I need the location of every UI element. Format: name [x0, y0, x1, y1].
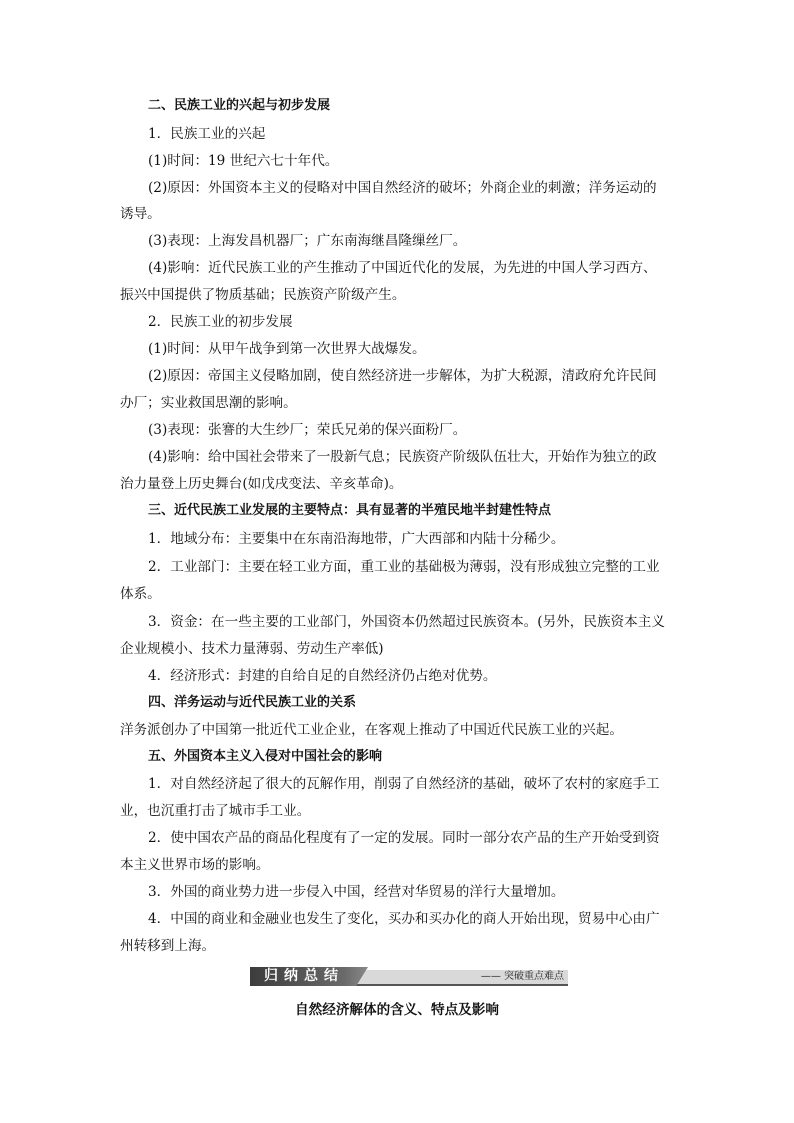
- paragraph-line: (3)表现：张謇的大生纱厂；荣氏兄弟的保兴面粉厂。: [148, 422, 467, 438]
- paragraph-line: 2．工业部门：主要在轻工业方面，重工业的基础极为薄弱，没有形成独立完整的工业: [148, 559, 660, 575]
- paragraph-line: (2)原因：外国资本主义的侵略对中国自然经济的破坏；外商企业的刺激；洋务运动的: [148, 180, 657, 196]
- paragraph-line: 1．对自然经济起了很大的瓦解作用，削弱了自然经济的基础，破坏了农村的家庭手工: [148, 776, 660, 792]
- paragraph-line: (1)时间：从甲午战争到第一次世界大战爆发。: [148, 341, 426, 357]
- paragraph-line: 本主义世界市场的影响。: [120, 857, 270, 873]
- subheading-development: 2．民族工业的初步发展: [148, 314, 293, 330]
- paragraph-line: 洋务派创办了中国第一批近代工业企业，在客观上推动了中国近代民族工业的兴起。: [120, 722, 623, 738]
- paragraph-line: 4．经济形式：封建的自给自足的自然经济仍占绝对优势。: [148, 668, 497, 684]
- paragraph-line: 业，也沉重打击了城市手工业。: [120, 803, 311, 819]
- paragraph-line: (4)影响：近代民族工业的产生推动了中国近代化的发展，为先进的中国人学习西方、: [148, 260, 657, 276]
- paragraph-line: 企业规模小、技术力量薄弱、劳动生产率低): [120, 641, 384, 657]
- paragraph-line: (2)原因：帝国主义侵略加剧，使自然经济进一步解体，为扩大税源，清政府允许民间: [148, 368, 657, 384]
- paragraph-line: (1)时间：19 世纪六七十年代。: [148, 153, 339, 169]
- paragraph-line: 2．使中国农产品的商品化程度有了一定的发展。同时一部分农产品的生产开始受到资: [148, 830, 660, 846]
- heading-section-3: 三、近代民族工业发展的主要特点：具有显著的半殖民地半封建性特点: [148, 503, 552, 518]
- paragraph-line: (4)影响：给中国社会带来了一股新气息；民族资产阶级队伍壮大，开始作为独立的政: [148, 449, 657, 465]
- heading-section-2: 二、民族工业的兴起与初步发展: [148, 98, 331, 113]
- paragraph-line: 诱导。: [120, 206, 161, 222]
- banner-underline: [356, 984, 568, 986]
- paragraph-line: 州转移到上海。: [120, 938, 216, 954]
- heading-section-4: 四、洋务运动与近代民族工业的关系: [148, 695, 357, 710]
- paragraph-line: 4．中国的商业和金融业也发生了变化，买办和买办化的商人开始出现，贸易中心由广: [148, 911, 660, 927]
- paragraph-line: 1．地域分布：主要集中在东南沿海地带，广大西部和内陆十分稀少。: [148, 531, 565, 547]
- banner-subtitle: —— 突破重点难点: [480, 971, 564, 982]
- section-title: 自然经济解体的含义、特点及影响: [295, 1002, 499, 1018]
- paragraph-line: 办厂；实业救国思潮的影响。: [120, 395, 297, 411]
- summary-banner: [250, 967, 568, 986]
- paragraph-line: 3．外国的商业势力进一步侵入中国，经营对华贸易的洋行大量增加。: [148, 884, 565, 900]
- paragraph-line: (3)表现：上海发昌机器厂；广东南海继昌隆缫丝厂。: [148, 233, 467, 249]
- heading-section-5: 五、外国资本主义入侵对中国社会的影响: [148, 749, 383, 764]
- paragraph-line: 治力量登上历史舞台(如戊戌变法、辛亥革命)。: [120, 476, 403, 492]
- banner-title: 归纳总结: [264, 968, 344, 984]
- paragraph-line: 体系。: [120, 586, 161, 602]
- subheading-rise: 1．民族工业的兴起: [148, 126, 266, 142]
- paragraph-line: 3．资金：在一些主要的工业部门，外国资本仍然超过民族资本。(另外，民族资本主义: [148, 614, 665, 630]
- paragraph-line: 振兴中国提供了物质基础；民族资产阶级产生。: [120, 287, 406, 303]
